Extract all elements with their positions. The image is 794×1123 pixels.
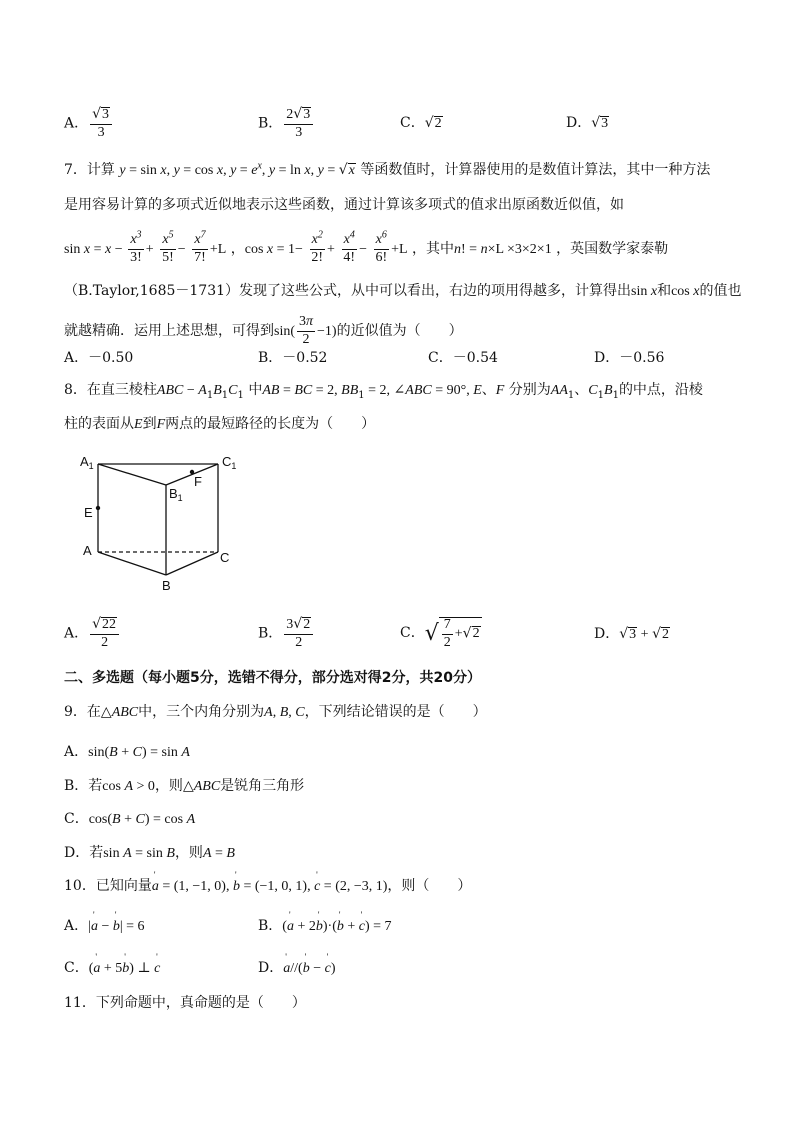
q8-option-c: C．√ $\frac{7}{2}$ +√2 xyxy=(400,617,480,650)
edge-a1-b1 xyxy=(98,464,166,485)
edge-b1-c1 xyxy=(166,464,218,485)
q6-option-a: A． $\frac{√3}{3}$ xyxy=(64,107,114,140)
q10-option-c: C．(' a + 5' b) ⊥ ' c xyxy=(64,961,160,976)
point-e xyxy=(96,506,100,510)
label-f: F xyxy=(194,474,202,489)
q8-line-1: 8．在直三棱柱ABC − $A_1B_1C_1$ 中AB = BC = 2, $BB_1 = 2$, ∠ABC = 90°, E、F 分别为$AA_1$、$C_1B_1$的中点，沿棱 xyxy=(64,382,703,401)
label-e: E xyxy=(84,505,93,520)
q7-option-c: C．－0.54 xyxy=(428,350,498,366)
prism-figure xyxy=(78,450,248,595)
q10-option-b: B．(' a + 2' b)·(' b + ' c) = 7 xyxy=(258,919,392,934)
q10-option-d: D．' a//(' b − ' c) xyxy=(258,961,335,976)
label-b1: $B_1$ xyxy=(169,486,183,503)
edge-a-b xyxy=(98,552,166,575)
q7-line-4: （B.Taylor,1685－1731）发现了这些公式，从中可以看出，右边的项用得越多，计算得出sin x和cos x的值也 xyxy=(64,283,742,299)
q10-stem: 10．已知向量' a = (1, −1, 0), ' b = (−1, 0, 1), ' c = (2, −3, 1)，则（ ） xyxy=(64,879,471,894)
q9-stem: 9．在△ABC中，三个内角分别为A, B, C，下列结论错误的是（ ） xyxy=(64,704,487,720)
q11-stem: 11．下列命题中，真命题的是（ ） xyxy=(64,995,306,1011)
q7-line-3: sin x = x − $\frac{x^3}{3!}$ + $\frac{x^5}{5!}$ − $\frac{x^7}{7!}$ +L ，cos x = 1− $\frac{x^2}{2!}$ + $\frac{x^4}{4!}$ − $\frac{x^6}{6!}$ +L ，其中n! = n×L ×3×2×1 ，英国数学家泰勒 xyxy=(64,229,669,265)
q9-option-c: C．cos(B + C) = cos A xyxy=(64,811,196,827)
q7-line-1: 7．计算 y = sin x, y = cos x, $y = e^x$, y = ln x, y = √x 等函数值时，计算器使用的是数值计算法，其中一种方法 xyxy=(64,160,711,178)
label-a: A xyxy=(83,543,92,558)
label-c: C xyxy=(220,550,230,565)
q6-option-c: C．√2 xyxy=(400,115,442,131)
q6-option-b: B． $\frac{2√3}{3}$ xyxy=(258,107,315,140)
q10-option-a: A．|' a − ' b| = 6 xyxy=(64,919,145,934)
q8-option-a: A． $\frac{√22}{2}$ xyxy=(64,617,121,650)
section-2-heading: 二、多选题（每小题5分，选错不得分，部分选对得2分，共20分） xyxy=(64,670,481,686)
q8-line-2: 柱的表面从E到F两点的最短路径的长度为（ ） xyxy=(64,416,376,432)
q8-option-d: D．√3 + √2 xyxy=(594,626,669,642)
q7-option-a: A．－0.50 xyxy=(64,350,134,366)
edge-b-c xyxy=(166,552,218,575)
q7-line-2: 是用容易计算的多项式近似地表示这些函数，通过计算该多项式的值求出原函数近似值，如 xyxy=(64,197,624,213)
q6-option-d: D．√3 xyxy=(566,115,609,131)
label-b: B xyxy=(162,578,171,593)
q7-option-b: B．－0.52 xyxy=(258,350,328,366)
q9-option-b: B．若cos A > 0，则△ABC是锐角三角形 xyxy=(64,778,305,794)
label-a1: $A_1$ xyxy=(80,454,94,471)
q7-line-5: 就越精确．运用上述思想，可得到sin( $\frac{3\pi}{2}$ −1)的近似值为（ ） xyxy=(64,314,463,347)
label-c1: $C_1$ xyxy=(222,454,237,471)
q8-option-b: B． $\frac{3√2}{2}$ xyxy=(258,617,315,650)
q9-option-d: D．若sin A = sin B，则A = B xyxy=(64,845,235,861)
q9-option-a: A．sin(B + C) = sin A xyxy=(64,744,190,760)
q7-option-d: D．－0.56 xyxy=(594,350,665,366)
